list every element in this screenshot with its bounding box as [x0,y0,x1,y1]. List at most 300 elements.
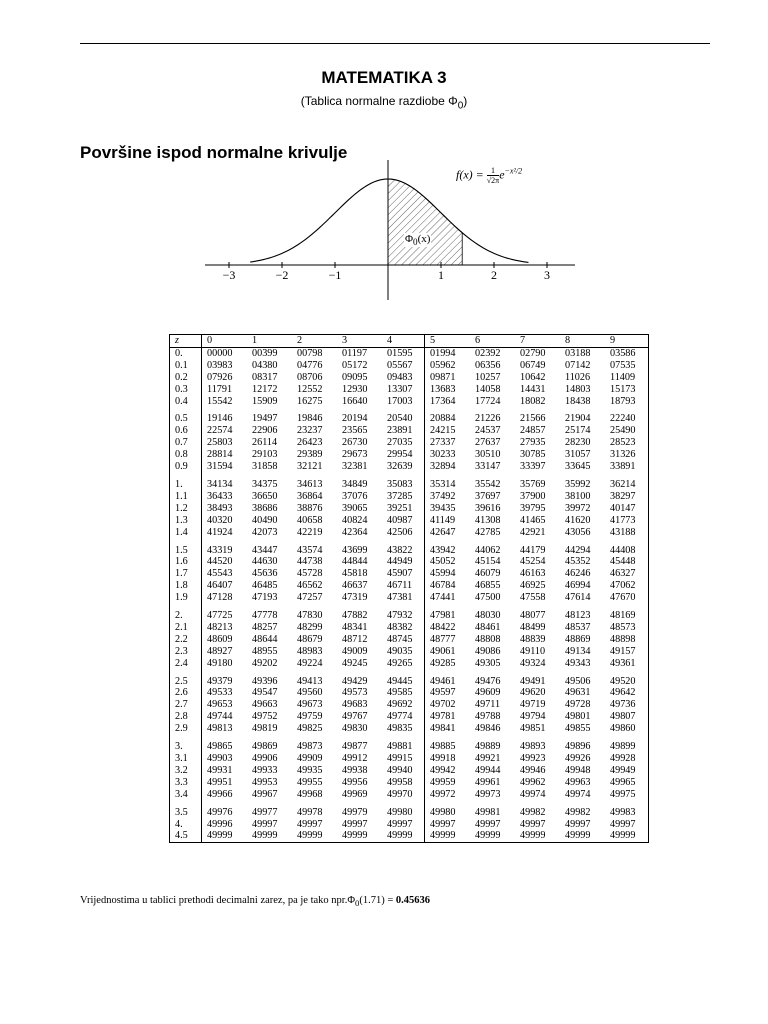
value-cell: 49807 [610,711,636,723]
value-cell: 43699 [342,544,368,556]
value-cell: 49906 [252,753,278,764]
value-cell: 49997 [297,818,323,830]
value-cell: 29103 [252,449,278,461]
value-cell: 11791 [207,383,233,395]
value-cell: 40658 [297,514,323,526]
z-cell: 0.6 [170,425,202,437]
value-cell: 15173 [610,383,636,395]
value-cell: 49903 [207,753,233,764]
value-cell: 15909 [252,395,278,407]
value-cell: 43319 [207,544,233,556]
value-cell: 11409 [610,371,636,383]
z-cell: 3.5 [170,801,202,819]
value-cell: 49976 [207,806,233,818]
value-cell: 49889 [475,741,501,753]
value-cell: 41773 [610,514,636,526]
value-cell: 48499 [520,621,546,633]
value-cell: 06749 [520,359,546,371]
value-cell: 39616 [475,502,501,514]
value-cell: 49429 [342,675,368,687]
value-cell: 34613 [297,478,323,490]
table-row [170,449,649,461]
value-cell: 18793 [610,395,636,407]
z-cell: 2.1 [170,622,202,634]
z-cell: 0.9 [170,461,202,473]
z-cell: 2. [170,604,202,622]
value-cell: 49974 [520,788,546,800]
value-cell: 23237 [297,425,323,437]
value-cell: 00798 [297,347,323,359]
z-cell: 2.3 [170,646,202,658]
value-cell: 40320 [207,514,233,526]
table-row [170,473,649,491]
z-cell: 1.4 [170,527,202,539]
page-subtitle [0,94,768,111]
value-cell: 48839 [520,633,546,645]
z-cell: 3.1 [170,753,202,765]
value-cell: 49086 [475,645,501,657]
value-cell: 49928 [610,753,636,764]
value-cell: 46637 [342,580,368,592]
table-row [170,527,649,539]
value-cell: 33397 [520,461,546,473]
table-row [170,556,649,568]
value-cell: 48609 [207,633,233,645]
value-cell: 37076 [342,490,368,502]
value-cell: 49573 [342,687,368,699]
header-cell: 1 [247,335,292,348]
value-cell: 03983 [207,359,233,371]
value-cell: 49963 [565,776,591,788]
table-row [170,819,649,831]
value-cell: 48869 [565,633,591,645]
section-title: Površine ispod normalne krivulje [80,143,348,162]
table-row [170,711,649,723]
value-cell: 48808 [475,633,501,645]
value-cell: 49997 [565,818,591,830]
value-cell: 49873 [297,741,323,753]
z-cell: 1.6 [170,556,202,568]
value-cell: 49202 [252,657,278,669]
value-cell: 48030 [475,610,501,622]
value-cell: 49379 [207,675,233,687]
value-cell: 49134 [565,645,591,657]
value-cell: 49997 [252,818,278,830]
value-cell: 49692 [382,699,425,711]
z-cell: 4.5 [170,830,202,842]
value-cell: 49997 [382,819,425,831]
value-cell: 48927 [207,645,233,657]
value-cell: 47932 [382,604,425,622]
value-cell: 42647 [430,526,456,538]
value-cell: 49969 [342,788,368,800]
value-cell: 27035 [382,437,425,449]
z-cell: 1.8 [170,580,202,592]
value-cell: 09095 [342,371,368,383]
value-cell: 49736 [610,699,636,711]
value-cell: 42921 [520,526,546,538]
z-cell: 2.5 [170,670,202,688]
value-cell: 45636 [252,568,278,580]
table-row [170,830,649,842]
table-row [170,425,649,437]
value-cell: 31057 [565,449,591,461]
value-cell: 49702 [430,699,456,711]
value-cell: 46327 [610,568,636,580]
value-cell: 49893 [520,741,546,753]
z-cell: 0.8 [170,449,202,461]
z-cell: 2.9 [170,723,202,735]
table-row [170,396,649,408]
z-cell: 1.7 [170,568,202,580]
value-cell: 47614 [565,592,591,604]
value-cell: 49620 [520,687,546,699]
value-cell: 14803 [565,383,591,395]
formula-base: e [499,167,505,182]
value-cell: 49933 [252,764,278,776]
value-cell: 45254 [520,556,546,568]
z-cell: 1.2 [170,503,202,515]
value-cell: 49157 [610,645,636,657]
z-cell: 2.6 [170,687,202,699]
value-cell: 49506 [565,675,591,687]
value-cell: 10257 [475,371,501,383]
table-row [170,699,649,711]
value-cell: 49719 [520,699,546,711]
value-cell: 48299 [297,621,323,633]
value-cell: 45728 [297,568,323,580]
table-row [170,580,649,592]
value-cell: 49982 [565,806,591,818]
value-cell: 49931 [207,764,233,776]
normal-distribution-table [169,334,649,843]
header-cell: 9 [605,335,649,348]
z-cell: 0.5 [170,407,202,425]
value-cell: 49035 [382,646,425,658]
value-cell: 49825 [297,723,323,735]
value-cell: 35083 [382,473,425,491]
value-cell: 44738 [297,556,323,568]
value-cell: 49926 [565,753,591,764]
z-cell: 2.7 [170,699,202,711]
value-cell: 46562 [297,580,323,592]
subtitle-subscript: 0 [457,100,464,112]
value-cell: 49997 [430,818,456,830]
value-cell: 42364 [342,526,368,538]
value-cell: 26114 [252,437,278,449]
value-cell: 02790 [520,347,546,359]
value-cell: 49774 [382,711,425,723]
value-cell: 42785 [475,526,501,538]
value-cell: 44179 [520,544,546,556]
table-row [170,461,649,473]
value-cell: 49794 [520,711,546,723]
z-cell: 3. [170,735,202,753]
header-cell-z: z [170,335,202,348]
value-cell: 46163 [520,568,546,580]
value-cell: 49997 [610,818,636,830]
value-cell: 03188 [565,347,591,359]
value-cell: 49999 [207,830,233,842]
table-row [170,777,649,789]
value-cell: 41924 [207,526,233,538]
value-cell: 39065 [342,502,368,514]
value-cell: 11026 [565,371,591,383]
value-cell: 16275 [297,395,323,407]
value-cell: 49946 [520,764,546,776]
value-cell: 49999 [610,830,636,842]
value-cell: 47257 [297,592,323,604]
value-cell: 29954 [382,449,425,461]
value-cell: 48679 [297,633,323,645]
value-cell: 49979 [342,806,368,818]
header-cell: 3 [337,335,382,348]
z-cell: 0.7 [170,437,202,449]
z-cell: 1. [170,473,202,491]
value-cell: 34134 [207,478,233,490]
value-cell: 01595 [382,347,425,359]
value-cell: 49958 [382,777,425,789]
value-cell: 46855 [475,580,501,592]
z-cell: 1.5 [170,539,202,557]
value-cell: 32121 [297,461,323,473]
table-row [170,658,649,670]
value-cell: 26423 [297,437,323,449]
footer-note [80,895,430,908]
area-label-arg: (x) [417,233,431,245]
value-cell: 38297 [610,490,636,502]
value-cell: 49865 [207,741,233,753]
table-row [170,801,649,819]
value-cell: 47128 [207,592,233,604]
value-cell: 49953 [252,776,278,788]
value-cell: 20884 [430,413,456,425]
value-cell: 49959 [430,776,456,788]
value-cell: 49061 [430,645,456,657]
footer-text: Vrijednostima u tablici prethodi decimalni zarez, pa je tako npr.Φ [80,895,355,906]
value-cell: 47319 [342,592,368,604]
value-cell: 49491 [520,675,546,687]
value-cell: 49912 [342,753,368,764]
value-cell: 41149 [430,514,456,526]
value-cell: 49285 [430,657,456,669]
value-cell: 45154 [475,556,501,568]
value-cell: 02392 [475,347,501,359]
value-cell: 48777 [430,633,456,645]
formula-fraction [487,166,499,185]
value-cell: 49846 [475,723,501,735]
table-row [170,568,649,580]
value-cell: 49968 [297,788,323,800]
value-cell: 25490 [610,425,636,437]
value-cell: 21226 [475,413,501,425]
value-cell: 49744 [207,711,233,723]
value-cell: 49767 [342,711,368,723]
value-cell: 38100 [565,490,591,502]
value-cell: 49899 [610,741,636,753]
value-cell: 43574 [297,544,323,556]
value-cell: 00000 [207,347,233,359]
value-cell: 46246 [565,568,591,580]
value-cell: 31858 [252,461,278,473]
value-cell: 38876 [297,502,323,514]
value-cell: 49445 [382,670,425,688]
value-cell: 47500 [475,592,501,604]
value-cell: 40987 [382,515,425,527]
value-cell: 48257 [252,621,278,633]
value-cell: 49855 [565,723,591,735]
value-cell: 20194 [342,413,368,425]
table-row [170,384,649,396]
value-cell: 28814 [207,449,233,461]
page-title: MATEMATIKA 3 [321,68,447,87]
header-cell: 4 [382,335,425,348]
value-cell: 49788 [475,711,501,723]
value-cell: 49476 [475,675,501,687]
value-cell: 49999 [565,830,591,842]
value-cell: 49915 [382,753,425,765]
value-cell: 49973 [475,788,501,800]
value-cell: 40490 [252,514,278,526]
value-cell: 47670 [610,592,636,604]
value-cell: 41620 [565,514,591,526]
value-cell: 33645 [565,461,591,473]
value-cell: 45994 [430,568,456,580]
value-cell: 44630 [252,556,278,568]
value-cell: 44520 [207,556,233,568]
value-cell: 27935 [520,437,546,449]
value-cell: 49609 [475,687,501,699]
value-cell: 05567 [382,360,425,372]
value-cell: 49982 [520,806,546,818]
value-cell: 49948 [565,764,591,776]
value-cell: 38686 [252,502,278,514]
value-cell: 23565 [342,425,368,437]
value-cell: 09483 [382,372,425,384]
value-cell: 37697 [475,490,501,502]
value-cell: 27637 [475,437,501,449]
value-cell: 39435 [430,502,456,514]
value-cell: 48712 [342,633,368,645]
value-cell: 28523 [610,437,636,449]
value-cell: 30233 [430,449,456,461]
value-cell: 49921 [475,753,501,764]
value-cell: 49978 [297,806,323,818]
value-cell: 08706 [297,371,323,383]
value-cell: 48573 [610,621,636,633]
value-cell: 48422 [430,621,456,633]
normal-curve-figure [195,160,580,300]
value-cell: 47381 [382,592,425,604]
value-cell: 49585 [382,687,425,699]
value-cell: 43942 [430,544,456,556]
value-cell: 31326 [610,449,636,461]
value-cell: 45448 [610,556,636,568]
value-cell: 49245 [342,657,368,669]
value-cell: 47193 [252,592,278,604]
value-cell: 46079 [475,568,501,580]
value-cell: 31594 [207,461,233,473]
table-row [170,735,649,753]
value-cell: 07142 [565,359,591,371]
table-row [170,765,649,777]
table-header-row [170,335,649,348]
z-cell: 2.4 [170,658,202,670]
value-cell: 49965 [610,776,636,788]
value-cell: 49343 [565,657,591,669]
z-cell: 4. [170,819,202,831]
value-cell: 25803 [207,437,233,449]
value-cell: 49009 [342,645,368,657]
value-cell: 49918 [430,753,456,764]
value-cell: 36864 [297,490,323,502]
value-cell: 49361 [610,657,636,669]
value-cell: 32639 [382,461,425,473]
table-row [170,372,649,384]
z-cell: 1.3 [170,515,202,527]
value-cell: 39795 [520,502,546,514]
value-cell: 49396 [252,675,278,687]
value-cell: 49759 [297,711,323,723]
value-cell: 49869 [252,741,278,753]
value-cell: 35314 [430,478,456,490]
value-cell: 01197 [342,347,368,359]
z-cell: 0.1 [170,360,202,372]
value-cell: 49305 [475,657,501,669]
value-cell: 49813 [207,723,233,735]
value-cell: 49801 [565,711,591,723]
value-cell: 10642 [520,371,546,383]
value-cell: 03586 [610,347,636,359]
value-cell: 06356 [475,359,501,371]
value-cell: 07926 [207,371,233,383]
value-cell: 16640 [342,395,368,407]
value-cell: 49324 [520,657,546,669]
value-cell: 19846 [297,413,323,425]
value-cell: 35992 [565,478,591,490]
value-cell: 34375 [252,478,278,490]
value-cell: 49533 [207,687,233,699]
value-cell: 42073 [252,526,278,538]
value-cell: 44062 [475,544,501,556]
value-cell: 49970 [382,789,425,801]
value-cell: 49835 [382,723,425,735]
table-row [170,670,649,688]
value-cell: 49999 [382,830,425,842]
value-cell: 49851 [520,723,546,735]
tick-label: 1 [438,268,444,282]
value-cell: 49966 [207,788,233,800]
value-cell: 13683 [430,383,456,395]
value-cell: 05962 [430,359,456,371]
value-cell: 48213 [207,621,233,633]
value-cell: 37285 [382,491,425,503]
value-cell: 46407 [207,580,233,592]
subtitle-text: (Tablica normalne razdiobe Φ [300,94,458,108]
value-cell: 26730 [342,437,368,449]
value-cell: 49547 [252,687,278,699]
value-cell: 49728 [565,699,591,711]
value-cell: 49997 [475,818,501,830]
value-cell: 27337 [430,437,456,449]
z-cell: 0.2 [170,372,202,384]
table-row [170,360,649,372]
table-row [170,723,649,735]
formula-exponent: −x²/2 [504,166,523,176]
value-cell: 12930 [342,383,368,395]
value-cell: 49997 [520,818,546,830]
value-cell: 18082 [520,395,546,407]
